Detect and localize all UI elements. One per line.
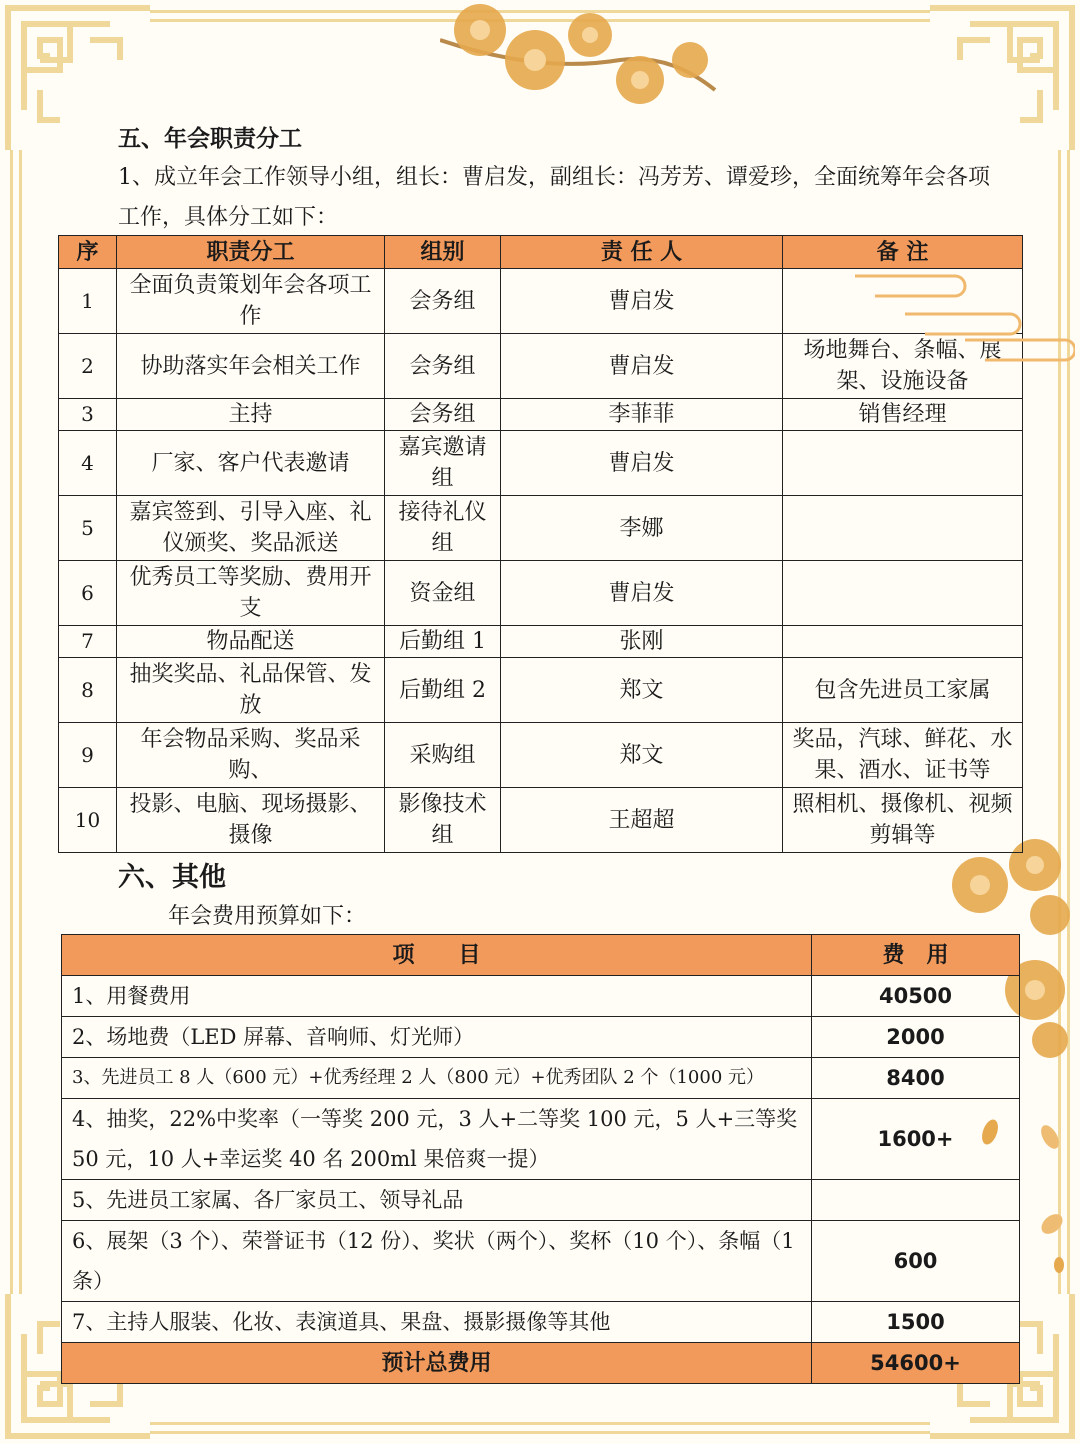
row-person: 李娜 [501,496,783,561]
table-row [59,658,1023,723]
header-person: 责 任 人 [501,236,783,269]
row-person: 曹启发 [501,561,783,626]
row-group: 接待礼仪组 [385,496,501,561]
row-seq: 6 [59,561,117,626]
row-seq: 10 [59,788,117,853]
table-row [59,496,1023,561]
row-group: 影像技术组 [385,788,501,853]
petal-icon [1052,1256,1066,1274]
row-seq: 9 [59,723,117,788]
budget-fee: 1600+ [812,1099,1020,1180]
section-5-title: 五、年会职责分工 [118,125,302,152]
row-seq: 5 [59,496,117,561]
row-note [783,496,1023,561]
header-item: 项 目 [62,935,812,976]
header-note: 备 注 [783,236,1023,269]
row-note [783,626,1023,658]
row-seq: 2 [59,334,117,399]
table-row [59,431,1023,496]
row-note [783,561,1023,626]
budget-item: 5、先进员工家属、各厂家员工、领导礼品 [62,1180,812,1221]
row-note: 销售经理 [783,399,1023,431]
budget-fee: 40500 [812,976,1020,1017]
row-seq: 3 [59,399,117,431]
row-note [783,431,1023,496]
row-duty: 嘉宾签到、引导入座、礼仪颁奖、奖品派送 [117,496,385,561]
row-duty: 年会物品采购、奖品采购、 [117,723,385,788]
petal-icon [1040,1122,1060,1152]
row-duty: 厂家、客户代表邀请 [117,431,385,496]
budget-fee: 600 [812,1221,1020,1302]
row-group: 嘉宾邀请组 [385,431,501,496]
row-person: 曹启发 [501,431,783,496]
row-note: 包含先进员工家属 [783,658,1023,723]
budget-table-header [62,935,1020,976]
section-5-intro: 1、成立年会工作领导小组，组长：曹启发，副组长：冯芳芳、谭爱珍，全面统筹年会各项工作，具体分工如下： [118,165,991,230]
row-duty: 全面负责策划年会各项工作 [117,269,385,334]
budget-fee: 2000 [812,1017,1020,1058]
table-row [62,1180,1020,1221]
table-row [62,1099,1020,1180]
budget-total-fee: 54600+ [812,1343,1020,1384]
table-row [59,723,1023,788]
header-group: 组别 [385,236,501,269]
section-6-title: 六、其他 [118,862,226,893]
row-group: 会务组 [385,399,501,431]
table-row [62,976,1020,1017]
row-duty: 抽奖奖品、礼品保管、发放 [117,658,385,723]
budget-table [61,934,1020,1384]
frame-edge-left [10,150,22,1294]
row-group: 会务组 [385,334,501,399]
budget-fee: 1500 [812,1302,1020,1343]
budget-item: 1、用餐费用 [62,976,812,1017]
row-seq: 7 [59,626,117,658]
budget-fee [812,1180,1020,1221]
budget-item: 3、先进员工 8 人（600 元）+优秀经理 2 人（800 元）+优秀团队 2 个（1000 元） [62,1058,812,1099]
frame-edge-bottom [150,1422,930,1434]
table-row [62,1302,1020,1343]
row-person: 郑文 [501,658,783,723]
row-duty: 投影、电脑、现场摄影、摄像 [117,788,385,853]
row-person: 李菲菲 [501,399,783,431]
table-row [62,1017,1020,1058]
table-row [59,788,1023,853]
budget-item: 4、抽奖，22%中奖率（一等奖 200 元，3 人+二等奖 100 元，5 人+三等奖 50 元，10 人+幸运奖 40 名 200ml 果倍爽一提） [62,1099,812,1180]
table-row [62,1058,1020,1099]
row-seq: 4 [59,431,117,496]
row-person: 郑文 [501,723,783,788]
flower-branch-decoration [440,0,720,124]
row-person: 张刚 [501,626,783,658]
paper-clip-decoration [845,262,1075,372]
row-duty: 主持 [117,399,385,431]
header-fee: 费 用 [812,935,1020,976]
section-6-intro: 年会费用预算如下： [168,904,367,929]
table-row [59,561,1023,626]
row-note: 照相机、摄像机、视频剪辑等 [783,788,1023,853]
frame-corner-top-right [920,0,1080,160]
budget-total-row [62,1343,1020,1384]
table-row [62,1221,1020,1302]
table-row [59,399,1023,431]
petal-icon [1040,1212,1064,1236]
row-duty: 协助落实年会相关工作 [117,334,385,399]
row-seq: 8 [59,658,117,723]
row-person: 王超超 [501,788,783,853]
row-group: 会务组 [385,269,501,334]
row-duty: 物品配送 [117,626,385,658]
budget-fee: 8400 [812,1058,1020,1099]
row-seq: 1 [59,269,117,334]
budget-item: 6、展架（3 个）、荣誉证书（12 份）、奖状（两个）、奖杯（10 个）、条幅（1 条） [62,1221,812,1302]
row-note: 奖品，汽球、鲜花、水果、酒水、证书等 [783,723,1023,788]
budget-total-label: 预计总费用 [62,1343,812,1384]
header-duty: 职责分工 [117,236,385,269]
row-group: 资金组 [385,561,501,626]
table-row [59,626,1023,658]
row-person: 曹启发 [501,269,783,334]
row-group: 采购组 [385,723,501,788]
budget-item: 7、主持人服装、化妆、表演道具、果盘、摄影摄像等其他 [62,1302,812,1343]
row-person: 曹启发 [501,334,783,399]
budget-item: 2、场地费（LED 屏幕、音响师、灯光师） [62,1017,812,1058]
row-duty: 优秀员工等奖励、费用开支 [117,561,385,626]
row-group: 后勤组 2 [385,658,501,723]
row-group: 后勤组 1 [385,626,501,658]
header-seq: 序 [59,236,117,269]
row-note: 场地舞台、条幅、展架、设施设备 [783,334,1023,399]
